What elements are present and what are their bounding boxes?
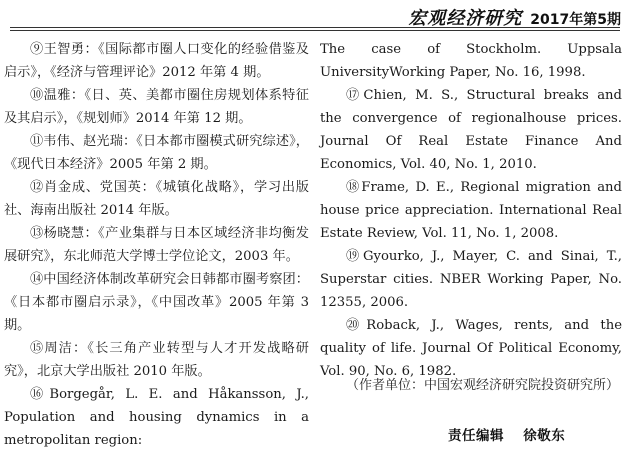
reference-12: ⑫肖金成、党国英：《城镇化战略》，学习出版社、海南出版社 2014 年版。 [4,180,309,218]
header-rule-lower [10,30,620,31]
reference-15: ⑮周洁：《长三角产业转型与人才开发战略研究》，北京大学出版社 2010 年版。 [4,341,309,379]
reference-16-continued: The case of Stockholm. Uppsala UniversityWorking Paper, No. 16, 1998. [320,42,622,80]
author-affiliation: （作者单位：中国宏观经济研究院投资研究所） [346,378,620,393]
editor-name: 徐敬东 [523,428,566,444]
editor-label: 责任编辑 [448,428,504,444]
header-rule [10,27,620,28]
reference-11: ⑪韦伟、赵光瑞：《日本都市圈模式研究综述》，《现代日本经济》2005 年第 2 期。 [4,134,309,172]
issue-number: 2017年第5期 [530,12,621,28]
reference-14: ⑭中国经济体制改革研究会日韩都市圈考察团：《日本都市圈启示录》，《中国改革》2005 年第 3 期。 [4,272,309,333]
reference-18: ⑱Frame, D. E., Regional migration and house price appreciation. International Real Estate Review, Vol. 11, No. 1, 2008. [320,180,622,241]
reference-9: ⑨王智勇：《国际都市圈人口变化的经验借鉴及启示》，《经济与管理评论》2012 年第 4 期。 [4,42,309,80]
reference-16: ⑯Borgegår, L. E. and Håkansson, J., Population and housing dynamics in a metropolitan region: [4,387,309,448]
reference-10: ⑩温雅：《日、英、美都市圈住房规划体系特征及其启示》，《规划师》2014 年第 12 期。 [4,88,309,126]
reference-13: ⑬杨晓慧：《产业集群与日本区域经济非均衡发展研究》，东北师范大学博士学位论文，2003 年。 [4,226,309,264]
reference-17: ⑰Chien, M. S., Structural breaks and the convergence of regionalhouse prices. Journal Of Real Estate Finance And Economics, Vol. 40, No. 1, 2010. [320,88,622,172]
reference-20: ⑳Roback, J., Wages, rents, and the quality of life. Journal Of Political Economy, Vol. 90, No. 6, 1982. [320,318,622,379]
left-column [4,38,309,449]
page-header [408,4,621,29]
responsible-editor [448,424,565,444]
journal-name: 宏观经济研究 [408,8,523,29]
reference-19: ⑲Gyourko, J., Mayer, C. and Sinai, T., Superstar cities. NBER Working Paper, No. 12355, 2006. [320,249,622,310]
right-column [320,38,622,383]
